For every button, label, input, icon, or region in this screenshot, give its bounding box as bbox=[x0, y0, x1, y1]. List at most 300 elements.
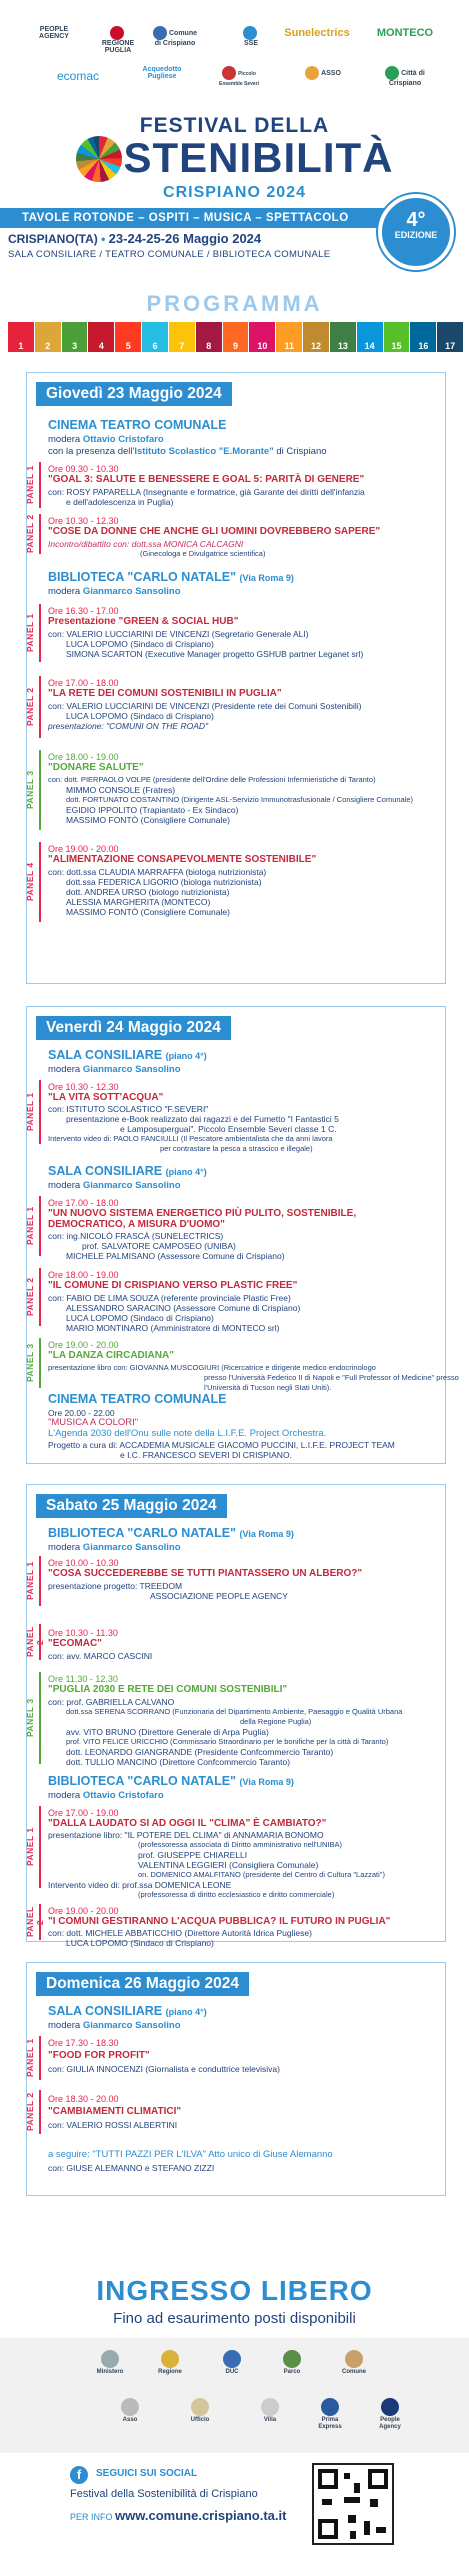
asso-icon bbox=[305, 66, 319, 80]
panel-title: "GOAL 3: SALUTE E BENESSERE E GOAL 5: PARITÀ DI GENERE" bbox=[48, 474, 365, 485]
panel-guest: dott. ANDREA URSO (biologo nutrizionista) bbox=[66, 887, 230, 897]
panel-guest: della Regione Puglia) bbox=[240, 1717, 312, 1726]
panel-guest: on. DOMENICO AMALFITANO (presidente del Centro di Cultura "Lazzati") bbox=[138, 1870, 385, 1879]
event-desc: L'Agenda 2030 dell'Onu sulle note della L.I.F.E. Project Orchestra. bbox=[48, 1428, 327, 1439]
panel-title: "COSA SUCCEDEREBBE SE TUTTI PIANTASSERO UN ALBERO?" bbox=[48, 1568, 363, 1579]
panel-guest: (professoressa di diritto ecclesiastico e diritto commerciale) bbox=[138, 1890, 335, 1899]
qr-module bbox=[344, 2497, 360, 2503]
panel-guest: LUCA LOPOMO (Sindaco di Crispiano) bbox=[66, 639, 214, 649]
edition-badge bbox=[378, 194, 454, 270]
sdg-goal-number: 10 bbox=[257, 341, 268, 351]
panel-time: Ore 10.30 - 12.30 bbox=[48, 1082, 119, 1092]
mod-name: Gianmarco Sansolino bbox=[82, 1542, 181, 1553]
info-label: PER INFO bbox=[70, 2512, 113, 2522]
presence-city: di Crispiano bbox=[273, 446, 327, 457]
panel-guest: LUCA LOPOMO (Sindaco di Crispiano) bbox=[66, 1938, 214, 1948]
venue-title bbox=[48, 570, 294, 584]
availability-note: Fino ad esaurimento posti disponibili bbox=[113, 2310, 356, 2327]
panel-guest: MIMMO CONSOLE (Fratres) bbox=[66, 785, 176, 795]
social-page-name[interactable]: Festival della Sostenibilità di Crispiano bbox=[70, 2488, 258, 2500]
panel-time: Ore 19.00 - 20.00 bbox=[48, 1340, 119, 1350]
panel-guest: dott. LEONARDO GIANGRANDE (Presidente Confcommercio Taranto) bbox=[66, 1747, 334, 1757]
mod-name: Gianmarco Sansolino bbox=[82, 1064, 181, 1075]
partner-label: Villa bbox=[263, 2417, 277, 2423]
sdg-goal-tile bbox=[88, 322, 114, 352]
panel-guest: Intervento video di: prof.ssa DOMENICA LEONE bbox=[48, 1880, 232, 1890]
panel-title: "FOOD FOR PROFIT" bbox=[48, 2050, 150, 2061]
qr-finder bbox=[318, 2519, 338, 2539]
panel-guest: per contrastare la pesca a strascico e illegale) bbox=[160, 1144, 313, 1153]
sponsor-label: SSE bbox=[243, 40, 258, 47]
website-link[interactable]: www.comune.crispiano.ta.it bbox=[115, 2508, 287, 2523]
mod-name: Gianmarco Sansolino bbox=[82, 2020, 181, 2031]
sostenibilita-title bbox=[0, 136, 469, 182]
event-time: Ore 20.00 - 22.00 bbox=[48, 1408, 115, 1418]
place: CRISPIANO(TA) bbox=[8, 232, 98, 246]
bullet-icon: • bbox=[101, 232, 106, 246]
panel-guest: presentazione libro con: GIOVANNA MUSCOGIURI (Ricercatrice e dirigente medico endocrinologo bbox=[48, 1363, 376, 1372]
panel-time: Ore 17.30 - 18.30 bbox=[48, 2038, 119, 2048]
panel-bar bbox=[39, 1904, 41, 1940]
presence-label: con la presenza dell' bbox=[48, 446, 135, 457]
dates: 23-24-25-26 Maggio 2024 bbox=[108, 231, 262, 246]
city-year: CRISPIANO 2024 bbox=[163, 184, 306, 201]
panel-guest: e dell'adolescenza in Puglia) bbox=[66, 497, 174, 507]
venue-title: CINEMA TEATRO COMUNALE bbox=[48, 418, 227, 432]
panel-time: Ore 19.00 - 20.00 bbox=[48, 1906, 119, 1916]
comune-icon bbox=[345, 2350, 363, 2368]
sponsor-label: Città di Crispiano bbox=[388, 69, 425, 87]
panel-bar bbox=[39, 1196, 41, 1256]
moderator bbox=[48, 1064, 181, 1075]
ensemble-icon bbox=[222, 66, 236, 80]
panel-guest: EGIDIO IPPOLITO (Trapiantato - Ex Sindaco) bbox=[66, 805, 239, 815]
sdg-goal-tile bbox=[303, 322, 329, 352]
sdg-goal-tile bbox=[62, 322, 88, 352]
panel-bar bbox=[39, 1556, 41, 1606]
panel-guest: con: dott.ssa CLAUDIA MARRAFFA (biologa nutrizionista) bbox=[48, 867, 267, 877]
sdg-goal-number: 16 bbox=[418, 341, 429, 351]
panel-guest: presentazione progetto: TREEDOM bbox=[48, 1581, 183, 1591]
venue-name: SALA CONSILIARE bbox=[48, 1048, 163, 1062]
panel-label: PANEL 1 bbox=[25, 1092, 35, 1132]
panel-guest: e Lamposuperguai". Piccolo Ensemble Severi classe 1 C. bbox=[120, 1124, 337, 1134]
venue-address: (piano 4°) bbox=[165, 2007, 207, 2017]
sdg-goal-number: 3 bbox=[72, 341, 78, 351]
mod-name: Ottavio Cristofaro bbox=[82, 1790, 164, 1801]
panel-label: PANEL 3 bbox=[25, 1343, 35, 1383]
qr-finder bbox=[318, 2469, 338, 2489]
day-header: Venerdì 24 Maggio 2024 bbox=[36, 1016, 231, 1040]
sdg-goal-tile bbox=[330, 322, 356, 352]
sdg-goal-tile bbox=[8, 322, 34, 352]
partner-label: Ufficio bbox=[190, 2417, 210, 2423]
sdg-goal-tile bbox=[276, 322, 302, 352]
qr-module bbox=[370, 2499, 378, 2507]
panel-guest: Intervento video di: PAOLO FANCIULLI (Il Pescatore ambientalista che da anni lavora bbox=[48, 1134, 333, 1143]
sponsor-logo: PEOPLE AGENCY bbox=[39, 26, 69, 41]
sdg-goal-tile bbox=[410, 322, 436, 352]
regione-icon bbox=[110, 26, 124, 40]
panel-guest: con: GIULIA INNOCENZI (Giornalista e conduttrice televisiva) bbox=[48, 2064, 280, 2074]
panel-guest: MASSIMO FONTÒ (Consigliere Comunale) bbox=[66, 815, 230, 825]
qr-module bbox=[348, 2515, 356, 2523]
edition-label: EDIZIONE bbox=[394, 230, 438, 240]
panel-time: Ore 16.30 - 17.00 bbox=[48, 606, 119, 616]
panel-guest: LUCA LOPOMO (Sindaco di Crispiano) bbox=[66, 1313, 214, 1323]
panel-bar bbox=[39, 842, 41, 922]
panel-bar bbox=[39, 1080, 41, 1144]
panel-label: PANEL 3 bbox=[25, 770, 35, 810]
partner-label: Asso bbox=[122, 2417, 138, 2423]
panel-label: PANEL 1 bbox=[25, 613, 35, 653]
after-event-guests: con: GIUSE ALEMANNO e STEFANO ZIZZI bbox=[48, 2163, 215, 2173]
sdg-goal-number: 11 bbox=[284, 341, 294, 351]
regione-icon bbox=[161, 2350, 179, 2368]
mod-name: Gianmarco Sansolino bbox=[82, 1180, 181, 1191]
sponsor-label: REGIONE PUGLIA bbox=[101, 40, 135, 55]
panel-time: Ore 17.00 - 18.00 bbox=[48, 678, 119, 688]
panel-title: "CAMBIAMENTI CLIMATICI" bbox=[48, 2106, 182, 2117]
sponsor-logo: Sunelectrics bbox=[284, 27, 350, 39]
panel-time: Ore 19.00 - 20.00 bbox=[48, 844, 119, 854]
sponsor-logo: Acquedotto Pugliese bbox=[142, 66, 182, 81]
mod-label: modera bbox=[48, 1790, 81, 1801]
free-entry-title: INGRESSO LIBERO bbox=[96, 2275, 373, 2306]
panel-title: "ECOMAC" bbox=[48, 1638, 102, 1649]
ufficio-icon bbox=[191, 2398, 209, 2416]
partner-label: Regione bbox=[158, 2369, 182, 2375]
asso-icon bbox=[121, 2398, 139, 2416]
day-header: Domenica 26 Maggio 2024 bbox=[36, 1972, 249, 1996]
panel-bar bbox=[39, 2036, 41, 2080]
sse-icon bbox=[243, 26, 257, 40]
panel-bar bbox=[39, 750, 41, 830]
panel-guest: con: dott. PIERPAOLO VOLPE (presidente dell'Ordine delle Professioni Infermieristiche di Taranto) bbox=[48, 775, 376, 784]
panel-time: Ore 09.30 - 10.30 bbox=[48, 464, 119, 474]
panel-guest: prof. SALVATORE CAMPOSEO (UNIBA) bbox=[82, 1241, 236, 1251]
panel-label: PANEL 2 bbox=[25, 687, 35, 727]
sponsor-logos bbox=[0, 14, 469, 96]
panel-guest: con: ROSY PAPARELLA (Insegnante e formatrice, già Garante dei diritti dell'infanzia bbox=[48, 487, 365, 497]
panel-guest: dott. TULLIO MANCINO (Direttore Confcommercio Taranto) bbox=[66, 1757, 291, 1767]
panel-label: PANEL 1 bbox=[25, 465, 35, 505]
after-event: a seguire: "TUTTI PAZZI PER L'ILVA" Atto unico di Giuse Alemanno bbox=[48, 2149, 333, 2160]
panel-guest: con: avv. MARCO CASCINI bbox=[48, 1651, 153, 1661]
presence bbox=[48, 446, 327, 457]
parco-icon bbox=[283, 2350, 301, 2368]
panel-bar bbox=[39, 1672, 41, 1764]
venues: SALA CONSILIARE / TEATRO COMUNALE / BIBLIOTECA COMUNALE bbox=[8, 249, 331, 260]
panel-guest: presentazione e-Book realizzato dai ragazzi e del Fumetto "I Fantastici 5 bbox=[66, 1114, 339, 1124]
sdg-wheel-icon bbox=[76, 136, 122, 182]
mod-name: Gianmarco Sansolino bbox=[82, 586, 181, 597]
panel-guest: LUCA LOPOMO (Sindaco di Crispiano) bbox=[66, 711, 214, 721]
panel-time: Ore 17.00 - 18.00 bbox=[48, 1198, 119, 1208]
sponsor-logo bbox=[98, 26, 138, 55]
partner-logo bbox=[110, 2398, 150, 2424]
panel-guest: presentazione: "COMUNI ON THE ROAD" bbox=[48, 721, 209, 731]
panel-time: Ore 18.30 - 20.00 bbox=[48, 2094, 119, 2104]
venue-address: (piano 4°) bbox=[165, 1051, 207, 1061]
sdg-goal-number: 4 bbox=[98, 341, 104, 351]
mod-label: modera bbox=[48, 1542, 81, 1553]
sponsor-label: Piccolo Ensemble Severi bbox=[218, 70, 260, 87]
partner-logo bbox=[150, 2350, 190, 2376]
sdg-goal-tile bbox=[142, 322, 168, 352]
sdg-goal-number: 8 bbox=[206, 341, 212, 351]
panel-guest: presso l'Università Federico II di Napoli e "Full Professor of Medicine" presso bbox=[204, 1373, 459, 1382]
qr-module bbox=[354, 2483, 360, 2493]
sdg-goal-tile bbox=[249, 322, 275, 352]
panel-label: PANEL bbox=[25, 1906, 35, 1938]
day-header: Sabato 25 Maggio 2024 bbox=[36, 1494, 227, 1518]
sdg-goal-tile bbox=[384, 322, 410, 352]
sdg-goal-number: 13 bbox=[337, 341, 348, 351]
panel-guest: con: prof. GABRIELLA CALVANO bbox=[48, 1697, 175, 1707]
panel-bar bbox=[39, 1268, 41, 1326]
moderator bbox=[48, 1790, 164, 1801]
sponsor-logo bbox=[236, 26, 266, 47]
panel-bar bbox=[39, 676, 41, 738]
mod-name: Ottavio Cristofaro bbox=[82, 434, 164, 445]
moderator bbox=[48, 586, 181, 597]
sdg-goal-tile bbox=[169, 322, 195, 352]
panel-guest: presentazione libro: "IL POTERE DEL CLIMA" di ANNAMARIA BONOMO bbox=[48, 1830, 324, 1840]
sponsor-logo bbox=[298, 66, 348, 80]
panel-bar bbox=[39, 1806, 41, 1888]
panel-time: Ore 10.30 - 11.30 bbox=[48, 1628, 118, 1638]
ministero-icon bbox=[101, 2350, 119, 2368]
sponsor-logo: MONTECO bbox=[376, 27, 434, 39]
venue-title bbox=[48, 1048, 207, 1062]
panel-title: "DALLA LAUDATO SI AD OGGI IL "CLIMA" È CAMBIATO?" bbox=[48, 1818, 327, 1829]
mod-label: modera bbox=[48, 2020, 81, 2031]
panel-title: "I COMUNI GESTIRANNO L'ACQUA PUBBLICA? IL FUTURO IN PUGLIA" bbox=[48, 1916, 391, 1927]
venue-title bbox=[48, 1774, 294, 1788]
panel-bar bbox=[39, 1624, 41, 1660]
info-line bbox=[70, 2508, 286, 2523]
panel-time: Ore 18.00 - 19.00 bbox=[48, 1270, 119, 1280]
venue-name: SALA CONSILIARE bbox=[48, 1164, 163, 1178]
panel-title: "LA VITA SOTT'ACQUA" bbox=[48, 1092, 164, 1103]
festival-title: FESTIVAL DELLA bbox=[139, 114, 330, 137]
venue-title bbox=[48, 2004, 207, 2018]
partner-label: Ministero bbox=[96, 2369, 124, 2375]
panel-title: "IL COMUNE DI CRISPIANO VERSO PLASTIC FREE" bbox=[48, 1280, 298, 1291]
panel-title: Presentazione "GREEN & SOCIAL HUB" bbox=[48, 616, 239, 627]
panel-title: "COSE DA DONNE CHE ANCHE GLI UOMINI DOVREBBERO SAPERE" bbox=[48, 526, 381, 537]
panel-guest: ALESSIA MARGHERITA (MONTECO) bbox=[66, 897, 211, 907]
qr-module bbox=[376, 2527, 386, 2533]
sdg-goal-tile bbox=[35, 322, 61, 352]
panel-title: DEMOCRATICO, A MISURA D'UOMO" bbox=[48, 1219, 225, 1230]
panel-label: PANEL 1 bbox=[25, 1827, 35, 1867]
panel-bar bbox=[39, 514, 41, 554]
facebook-icon[interactable]: f bbox=[70, 2466, 88, 2484]
panel-time: Ore 18.00 - 19.00 bbox=[48, 752, 119, 762]
qr-module bbox=[350, 2531, 356, 2539]
moderator bbox=[48, 1542, 181, 1553]
prima-express-icon bbox=[321, 2398, 339, 2416]
qr-module bbox=[344, 2473, 350, 2479]
partner-label: DUC bbox=[225, 2369, 239, 2375]
sponsor-logo bbox=[370, 66, 440, 87]
sponsor-logo: ecomac bbox=[56, 69, 100, 83]
event-desc: e I.C. FRANCESCO SEVERI DI CRISPIANO. bbox=[120, 1450, 292, 1460]
day-header: Giovedì 23 Maggio 2024 bbox=[36, 382, 232, 406]
sdg-goal-number: 17 bbox=[445, 341, 456, 351]
panel-guest: con: VALERIO ROSSI ALBERTINI bbox=[48, 2120, 178, 2130]
partner-logo bbox=[310, 2398, 350, 2431]
panel-bar bbox=[39, 2090, 41, 2134]
sdg-goal-number: 6 bbox=[152, 341, 158, 351]
sponsor-logo bbox=[214, 66, 264, 87]
sdg-goal-number: 2 bbox=[45, 341, 51, 351]
venue-title bbox=[48, 1526, 294, 1540]
mod-label: modera bbox=[48, 1180, 81, 1191]
venue-name: BIBLIOTECA "CARLO NATALE" bbox=[48, 1526, 236, 1540]
venue-address: (Via Roma 9) bbox=[239, 1777, 294, 1787]
day-box bbox=[26, 1962, 446, 2196]
sponsor-logo bbox=[150, 26, 200, 47]
panel-time: Ore 10.30 - 12.30 bbox=[48, 516, 119, 526]
sdg-goal-tile bbox=[223, 322, 249, 352]
panel-label: PANEL bbox=[25, 1626, 35, 1658]
panel-title: "LA DANZA CIRCADIANA" bbox=[48, 1350, 174, 1361]
place-dates bbox=[8, 231, 261, 246]
venue-title bbox=[48, 1164, 207, 1178]
partner-logo bbox=[90, 2350, 130, 2376]
venue-address: (Via Roma 9) bbox=[239, 1529, 294, 1539]
panel-title: "DONARE SALUTE" bbox=[48, 762, 144, 773]
venue-address: (piano 4°) bbox=[165, 1167, 207, 1177]
festival-logo bbox=[0, 104, 469, 208]
sdg-goal-number: 5 bbox=[125, 341, 131, 351]
panel-time: Ore 17.00 - 19.00 bbox=[48, 1808, 119, 1818]
partner-logo bbox=[334, 2350, 374, 2376]
sdg-goal-number: 9 bbox=[233, 341, 239, 351]
partner-label: Prima Express bbox=[318, 2417, 342, 2430]
sdg-goal-tile bbox=[196, 322, 222, 352]
sdg-goals-row bbox=[8, 322, 463, 352]
panel-time: Ore 11.30 - 12.30 bbox=[48, 1674, 118, 1684]
panel-guest: prof. VITO FELICE URICCHIO (Commissario Straordinario per le bonifiche per la città di Taranto) bbox=[66, 1737, 389, 1746]
panel-guest: con: ing.NICOLÒ FRASCÀ (SUNELECTRICS) bbox=[48, 1231, 224, 1241]
sdg-goal-number: 12 bbox=[311, 341, 322, 351]
panel-guest: con: VALERIO LUCCIARINI DE VINCENZI (Segretario Generale ALI) bbox=[48, 629, 309, 639]
sponsor-label: Comune di Crispiano bbox=[154, 29, 197, 47]
mod-label: modera bbox=[48, 586, 81, 597]
partner-logos bbox=[0, 2338, 469, 2453]
panel-label: PANEL 2 bbox=[25, 514, 35, 554]
panel-guest: dott. FORTUNATO COSTANTINO (Dirigente ASL-Servizio Immunotrasfusionale / Consigliere Comunale) bbox=[66, 795, 414, 804]
panel-guest: con: VALERIO LUCCIARINI DE VINCENZI (Presidente rete dei Comuni Sostenibili) bbox=[48, 701, 362, 711]
panel-bar bbox=[39, 604, 41, 662]
partner-logo bbox=[212, 2350, 252, 2376]
panel-label: PANEL 3 bbox=[25, 1698, 35, 1738]
panel-title: "UN NUOVO SISTEMA ENERGETICO PIÙ PULITO, SOSTENIBILE, bbox=[48, 1208, 357, 1219]
sdg-goal-number: 15 bbox=[391, 341, 402, 351]
venue-name: BIBLIOTECA "CARLO NATALE" bbox=[48, 1774, 236, 1788]
sdg-goal-tile bbox=[437, 322, 463, 352]
panel-guest: l'Università di Tucson negli Stati Uniti). bbox=[204, 1383, 332, 1392]
sdg-goal-number: 1 bbox=[18, 341, 24, 351]
partner-label: People Agency bbox=[379, 2417, 401, 2430]
panel-title: "ALIMENTAZIONE CONSAPEVOLMENTE SOSTENIBILE" bbox=[48, 854, 317, 865]
panel-guest: MICHELE PALMISANO (Assessore Comune di Crispiano) bbox=[66, 1251, 285, 1261]
panel-label: PANEL 1 bbox=[25, 2038, 35, 2078]
panel-bar bbox=[39, 462, 41, 508]
panel-guest: ALESSANDRO SARACINO (Assessore Comune di Crispiano) bbox=[66, 1303, 301, 1313]
panel-guest: prof. GIUSEPPE CHIARELLI bbox=[138, 1850, 248, 1860]
partner-logo bbox=[370, 2398, 410, 2431]
panel-guest: (Ginecologa e Divulgatrice scientifica) bbox=[140, 549, 266, 558]
qr-code-icon bbox=[312, 2463, 394, 2545]
moderator bbox=[48, 1180, 181, 1191]
partner-label: Parco bbox=[283, 2369, 301, 2375]
panel-label: PANEL 2 bbox=[25, 2092, 35, 2132]
panel-guest: ASSOCIAZIONE PEOPLE AGENCY bbox=[150, 1591, 288, 1601]
panel-label: PANEL 4 bbox=[25, 862, 35, 902]
qr-finder bbox=[368, 2469, 388, 2489]
qr-module bbox=[364, 2521, 370, 2535]
edition-number: 4° bbox=[406, 209, 426, 231]
panel-label: PANEL 1 bbox=[25, 1206, 35, 1246]
panel-label: PANEL 2 bbox=[25, 1277, 35, 1317]
partner-logo bbox=[272, 2350, 312, 2376]
venue-name: SALA CONSILIARE bbox=[48, 2004, 163, 2018]
social-label: SEGUICI SUI SOCIAL bbox=[96, 2468, 198, 2479]
sdg-goal-number: 14 bbox=[364, 341, 375, 351]
moderator bbox=[48, 434, 164, 445]
sostenibilita-text: STENIBILITÀ bbox=[123, 134, 394, 181]
panel-title: "LA RETE DEI COMUNI SOSTENIBILI IN PUGLIA" bbox=[48, 688, 282, 699]
crest-icon bbox=[153, 26, 167, 40]
partner-logo bbox=[180, 2398, 220, 2424]
city-icon bbox=[385, 66, 399, 80]
panel-label: PANEL 1 bbox=[25, 1561, 35, 1601]
panel-guest: con: ISTITUTO SCOLASTICO "F.SEVERI" bbox=[48, 1104, 209, 1114]
sdg-goal-tile bbox=[357, 322, 383, 352]
panel-bar bbox=[39, 1338, 41, 1388]
people-agency-icon bbox=[381, 2398, 399, 2416]
sdg-goal-number: 7 bbox=[179, 341, 185, 351]
event-title: "MUSICA A COLORI" bbox=[48, 1417, 139, 1428]
partner-label: Comune bbox=[342, 2369, 366, 2375]
sdg-goal-tile bbox=[115, 322, 141, 352]
sponsor-label: ASSO bbox=[321, 69, 341, 77]
footer bbox=[0, 2453, 469, 2560]
moderator bbox=[48, 2020, 181, 2031]
panel-time: Ore 10.00 - 10.30 bbox=[48, 1558, 119, 1568]
panel-guest: (professoressa associata di Diritto amministrativo nell'UNIBA) bbox=[138, 1840, 342, 1849]
panel-guest: dott.ssa FEDERICA LIGORIO (biologa nutrizionista) bbox=[66, 877, 262, 887]
panel-guest: avv. VITO BRUNO (Direttore Generale di Arpa Puglia) bbox=[66, 1727, 269, 1737]
venue-title: CINEMA TEATRO COMUNALE bbox=[48, 1392, 227, 1406]
programma-title: PROGRAMMA bbox=[146, 291, 323, 316]
qr-module bbox=[322, 2499, 332, 2505]
villa-icon bbox=[261, 2398, 279, 2416]
partner-logo bbox=[250, 2398, 290, 2424]
duc-icon bbox=[223, 2350, 241, 2368]
panel-guest: MASSIMO FONTÒ (Consigliere Comunale) bbox=[66, 907, 230, 917]
event-desc: Progetto a cura di: ACCADEMIA MUSICALE GIACOMO PUCCINI, L.I.F.E. PROJECT TEAM bbox=[48, 1440, 395, 1450]
panel-guest: MARIO MONTINARO (Amministratore di MONTECO srl) bbox=[66, 1323, 280, 1333]
events-banner: TAVOLE ROTONDE – OSPITI – MUSICA – SPETTACOLO bbox=[0, 208, 412, 228]
mod-label: modera bbox=[48, 1064, 81, 1075]
school-name: Istituto Scolastico "E.Morante" bbox=[134, 446, 274, 457]
